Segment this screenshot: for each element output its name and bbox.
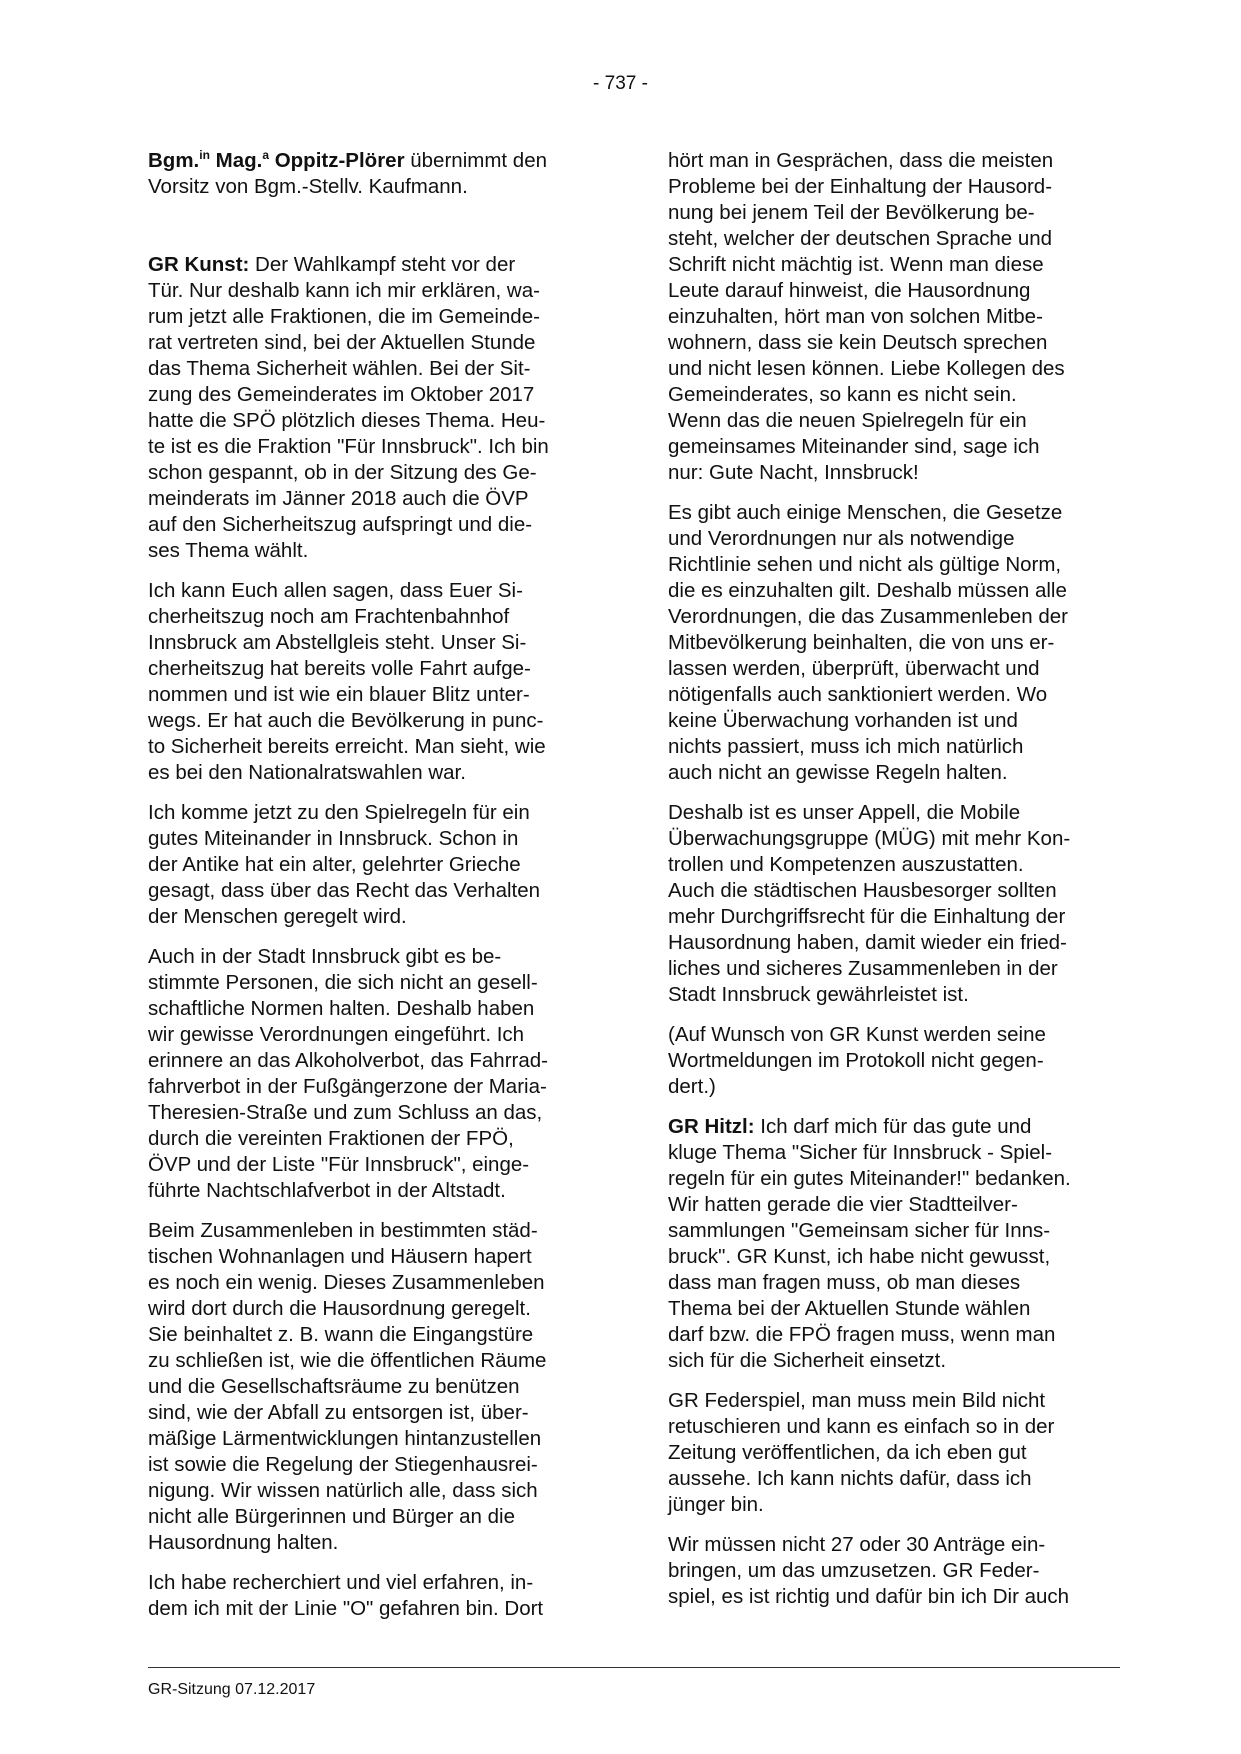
paragraph-line: und Verordnungen nur als notwendige bbox=[668, 527, 1015, 550]
paragraph-line: Schrift nicht mächtig ist. Wenn man diese bbox=[668, 253, 1044, 276]
paragraph-line: mäßige Lärmentwicklungen hintanzustellen bbox=[148, 1427, 542, 1450]
paragraph-line: liches und sicheres Zusammenleben in der bbox=[668, 957, 1058, 980]
paragraph-line: Ich komme jetzt zu den Spielregeln für ein bbox=[148, 801, 530, 824]
paragraph-line: die es einzuhalten gilt. Deshalb müssen alle bbox=[668, 579, 1067, 602]
paragraph-line: hört man in Gesprächen, dass die meisten bbox=[668, 149, 1054, 172]
speaker-label: GR Hitzl: bbox=[668, 1115, 755, 1138]
body-paragraph bbox=[668, 1532, 1116, 1610]
paragraph-line: auch nicht an gewisse Regeln halten. bbox=[668, 761, 1008, 784]
paragraph-line: Thema bei der Aktuellen Stunde wählen bbox=[668, 1297, 1031, 1320]
footer-divider bbox=[148, 1667, 1120, 1668]
paragraph-line: gesagt, dass über das Recht das Verhalten bbox=[148, 879, 541, 902]
speech-text: Ich darf mich für das gute und bbox=[754, 1115, 1032, 1138]
paragraph-line: wegs. Er hat auch die Bevölkerung in punc- bbox=[148, 709, 544, 732]
paragraph-line: und nicht lesen können. Liebe Kollegen des bbox=[668, 357, 1065, 380]
paragraph-line: kluge Thema "Sicher für Innsbruck - Spiel- bbox=[668, 1141, 1053, 1164]
paragraph-line: es bei den Nationalratswahlen war. bbox=[148, 761, 466, 784]
paragraph-line: tischen Wohnanlagen und Häusern hapert bbox=[148, 1245, 532, 1268]
paragraph-line: dem ich mit der Linie "O" gefahren bin. Dort bbox=[148, 1597, 544, 1620]
paragraph-line: Wenn das die neuen Spielregeln für ein bbox=[668, 409, 1027, 432]
paragraph-line: (Auf Wunsch von GR Kunst werden seine bbox=[668, 1023, 1046, 1046]
mayor-abbrev: Bgm. bbox=[148, 149, 200, 172]
paragraph-line: Leute darauf hinweist, die Hausordnung bbox=[668, 279, 1031, 302]
speaker-label: GR Kunst: bbox=[148, 253, 250, 276]
body-paragraph bbox=[148, 1570, 596, 1622]
paragraph-line: Vorsitz von Bgm.-Stellv. Kaufmann. bbox=[148, 175, 468, 198]
paragraph-line: es noch ein wenig. Dieses Zusammenleben bbox=[148, 1271, 545, 1294]
paragraph-line: der Menschen geregelt wird. bbox=[148, 905, 407, 928]
paragraph-line: spiel, es ist richtig und dafür bin ich Dir auch bbox=[668, 1585, 1070, 1608]
paragraph-line: Auch in der Stadt Innsbruck gibt es be- bbox=[148, 945, 502, 968]
body-paragraph bbox=[148, 944, 596, 1204]
mag-abbrev: Mag. bbox=[209, 149, 263, 172]
paragraph-line: Ich habe recherchiert und viel erfahren, in- bbox=[148, 1571, 534, 1594]
paragraph-line: retuschieren und kann es einfach so in der bbox=[668, 1415, 1055, 1438]
mayor-name: Oppitz-Plörer bbox=[269, 149, 405, 172]
paragraph-line: Mitbevölkerung beinhalten, die von uns er- bbox=[668, 631, 1055, 654]
paragraph-line: Überwachungsgruppe (MÜG) mit mehr Kon- bbox=[668, 827, 1071, 850]
paragraph-line: gutes Miteinander in Innsbruck. Schon in bbox=[148, 827, 519, 850]
page-number: - 737 - bbox=[593, 73, 648, 94]
right-column bbox=[668, 148, 1116, 1624]
paragraph-line: Sie beinhaltet z. B. wann die Eingangstüre bbox=[148, 1323, 534, 1346]
paragraph-line: Zeitung veröffentlichen, da ich eben gut bbox=[668, 1441, 1027, 1464]
kunst-speech-paragraph bbox=[148, 252, 596, 564]
left-paragraphs bbox=[148, 578, 596, 1622]
paragraph-line: auf den Sicherheitszug aufspringt und die- bbox=[148, 513, 533, 536]
footer-session-date: GR-Sitzung 07.12.2017 bbox=[148, 1681, 316, 1698]
paragraph-line: ses Thema wählt. bbox=[148, 539, 309, 562]
body-paragraph bbox=[668, 1022, 1116, 1100]
paragraph-line: zung des Gemeinderates im Oktober 2017 bbox=[148, 383, 535, 406]
paragraph-line bbox=[148, 148, 596, 174]
paragraph-line: Innsbruck am Abstellgleis steht. Unser Si- bbox=[148, 631, 527, 654]
body-paragraph bbox=[148, 578, 596, 786]
paragraph-line: durch die vereinten Fraktionen der FPÖ, bbox=[148, 1127, 514, 1150]
paragraph-line: te ist es die Fraktion "Für Innsbruck". Ich bin bbox=[148, 435, 549, 458]
paragraph-line: darf bzw. die FPÖ fragen muss, wenn man bbox=[668, 1323, 1056, 1346]
paragraph-line: Ich kann Euch allen sagen, dass Euer Si- bbox=[148, 579, 523, 602]
paragraph-line: hatte die SPÖ plötzlich dieses Thema. Heu- bbox=[148, 409, 546, 432]
paragraph-line: sammlungen "Gemeinsam sicher für Inns- bbox=[668, 1219, 1051, 1242]
paragraph-line: schon gespannt, ob in der Sitzung des Ge- bbox=[148, 461, 537, 484]
paragraph-line: das Thema Sicherheit wählen. Bei der Sit- bbox=[148, 357, 531, 380]
speech-text: Der Wahlkampf steht vor der bbox=[249, 253, 516, 276]
paragraph-line: wird dort durch die Hausordnung geregelt. bbox=[148, 1297, 531, 1320]
paragraph-line: rat vertreten sind, bei der Aktuellen Stunde bbox=[148, 331, 536, 354]
body-paragraph bbox=[668, 500, 1116, 786]
paragraph-line: wohnern, dass sie kein Deutsch sprechen bbox=[668, 331, 1048, 354]
paragraph-line: schaftliche Normen halten. Deshalb haben bbox=[148, 997, 535, 1020]
paragraph-line: Wir müssen nicht 27 oder 30 Anträge ein- bbox=[668, 1533, 1046, 1556]
paragraph-line: trollen und Kompetenzen auszustatten. bbox=[668, 853, 1024, 876]
paragraph-line: bringen, um das umzusetzen. GR Feder- bbox=[668, 1559, 1040, 1582]
paragraph-line: nung bei jenem Teil der Bevölkerung be- bbox=[668, 201, 1035, 224]
paragraph-line: einzuhalten, hört man von solchen Mitbe- bbox=[668, 305, 1043, 328]
paragraph-line: aussehe. Ich kann nichts dafür, dass ich bbox=[668, 1467, 1032, 1490]
paragraph-line: Probleme bei der Einhaltung der Hausord- bbox=[668, 175, 1053, 198]
paragraph-line: rum jetzt alle Fraktionen, die im Gemeinde- bbox=[148, 305, 540, 328]
paragraph-line bbox=[668, 1114, 1116, 1140]
paragraph-line: erinnere an das Alkoholverbot, das Fahrrad- bbox=[148, 1049, 548, 1072]
paragraph-line: regeln für ein gutes Miteinander!" bedanken. bbox=[668, 1167, 1071, 1190]
paragraph-line: nötigenfalls auch sanktioniert werden. Wo bbox=[668, 683, 1048, 706]
paragraph-line: Auch die städtischen Hausbesorger sollten bbox=[668, 879, 1057, 902]
body-paragraph bbox=[668, 1388, 1116, 1518]
paragraph-line: nur: Gute Nacht, Innsbruck! bbox=[668, 461, 919, 484]
chair-change-paragraph bbox=[148, 148, 596, 200]
paragraph-line: Hausordnung halten. bbox=[148, 1531, 339, 1554]
paragraph-line: ist sowie die Regelung der Stiegenhausrei- bbox=[148, 1453, 538, 1476]
paragraph-line: nommen und ist wie ein blauer Blitz unter- bbox=[148, 683, 530, 706]
paragraph-line: fahrverbot in der Fußgängerzone der Maria- bbox=[148, 1075, 547, 1098]
paragraph-line: sich für die Sicherheit einsetzt. bbox=[668, 1349, 947, 1372]
paragraph-line: wir gewisse Verordnungen eingeführt. Ich bbox=[148, 1023, 525, 1046]
paragraph-line: Tür. Nur deshalb kann ich mir erklären, wa- bbox=[148, 279, 540, 302]
paragraph-line: cherheitszug hat bereits volle Fahrt aufge- bbox=[148, 657, 531, 680]
paragraph-line: Richtlinie sehen und nicht als gültige Norm, bbox=[668, 553, 1062, 576]
paragraph-line: GR Federspiel, man muss mein Bild nicht bbox=[668, 1389, 1046, 1412]
paragraph-line: ÖVP und der Liste "Für Innsbruck", einge- bbox=[148, 1153, 530, 1176]
paragraph-line: keine Überwachung vorhanden ist und bbox=[668, 709, 1018, 732]
paragraph-line: jünger bin. bbox=[668, 1493, 764, 1516]
paragraph-line: Verordnungen, die das Zusammenleben der bbox=[668, 605, 1069, 628]
paragraph-line: Deshalb ist es unser Appell, die Mobile bbox=[668, 801, 1021, 824]
left-column bbox=[148, 148, 596, 1636]
paragraph-line: der Antike hat ein alter, gelehrter Grieche bbox=[148, 853, 521, 876]
paragraph-line: nicht alle Bürgerinnen und Bürger an die bbox=[148, 1505, 515, 1528]
paragraph-line: Es gibt auch einige Menschen, die Gesetze bbox=[668, 501, 1063, 524]
paragraph-line: Stadt Innsbruck gewährleistet ist. bbox=[668, 983, 969, 1006]
paragraph-line: cherheitszug noch am Frachtenbahnhof bbox=[148, 605, 510, 628]
body-paragraph bbox=[668, 800, 1116, 1008]
paragraph-line: to Sicherheit bereits erreicht. Man sieht, wie bbox=[148, 735, 546, 758]
paragraph-line: dass man fragen muss, ob man dieses bbox=[668, 1271, 1021, 1294]
paragraph-line: und die Gesellschaftsräume zu benützen bbox=[148, 1375, 520, 1398]
paragraph-line: dert.) bbox=[668, 1075, 716, 1098]
body-paragraph bbox=[148, 1218, 596, 1556]
paragraph-line: sind, wie der Abfall zu entsorgen ist, über- bbox=[148, 1401, 529, 1424]
paragraph-line: steht, welcher der deutschen Sprache und bbox=[668, 227, 1053, 250]
body-paragraph bbox=[148, 800, 596, 930]
paragraph-line: lassen werden, überprüft, überwacht und bbox=[668, 657, 1040, 680]
paragraph-line: Beim Zusammenleben in bestimmten städ- bbox=[148, 1219, 538, 1242]
right-paragraphs bbox=[668, 148, 1116, 1100]
paragraph-line: nichts passiert, muss ich mich natürlich bbox=[668, 735, 1024, 758]
paragraph-line: Wir hatten gerade die vier Stadtteilver- bbox=[668, 1193, 1018, 1216]
paragraph-line: Gemeinderates, so kann es nicht sein. bbox=[668, 383, 1017, 406]
intro-text: übernimmt den bbox=[404, 149, 547, 172]
paragraph-line bbox=[148, 252, 596, 278]
paragraph-line: zu schließen ist, wie die öffentlichen Räume bbox=[148, 1349, 547, 1372]
paragraph-line: Theresien-Straße und zum Schluss an das, bbox=[148, 1101, 543, 1124]
paragraph-line: gemeinsames Miteinander sind, sage ich bbox=[668, 435, 1040, 458]
mayor-title bbox=[148, 149, 405, 172]
mayor-sup: in bbox=[199, 148, 210, 163]
paragraph-line: nigung. Wir wissen natürlich alle, dass sich bbox=[148, 1479, 538, 1502]
hitzl-speech-paragraph bbox=[668, 1114, 1116, 1374]
paragraph-line: meinderats im Jänner 2018 auch die ÖVP bbox=[148, 487, 529, 510]
paragraph-line: stimmte Personen, die sich nicht an gesell- bbox=[148, 971, 538, 994]
mag-sup: a bbox=[262, 148, 270, 163]
paragraph-line: Wortmeldungen im Protokoll nicht gegen- bbox=[668, 1049, 1044, 1072]
right-paragraphs-after bbox=[668, 1388, 1116, 1610]
paragraph-line: Hausordnung haben, damit wieder ein fried- bbox=[668, 931, 1067, 954]
paragraph-line: bruck". GR Kunst, ich habe nicht gewusst, bbox=[668, 1245, 1051, 1268]
body-paragraph bbox=[668, 148, 1116, 486]
paragraph-line: mehr Durchgriffsrecht für die Einhaltung der bbox=[668, 905, 1066, 928]
paragraph-line: führte Nachtschlafverbot in der Altstadt. bbox=[148, 1179, 506, 1202]
